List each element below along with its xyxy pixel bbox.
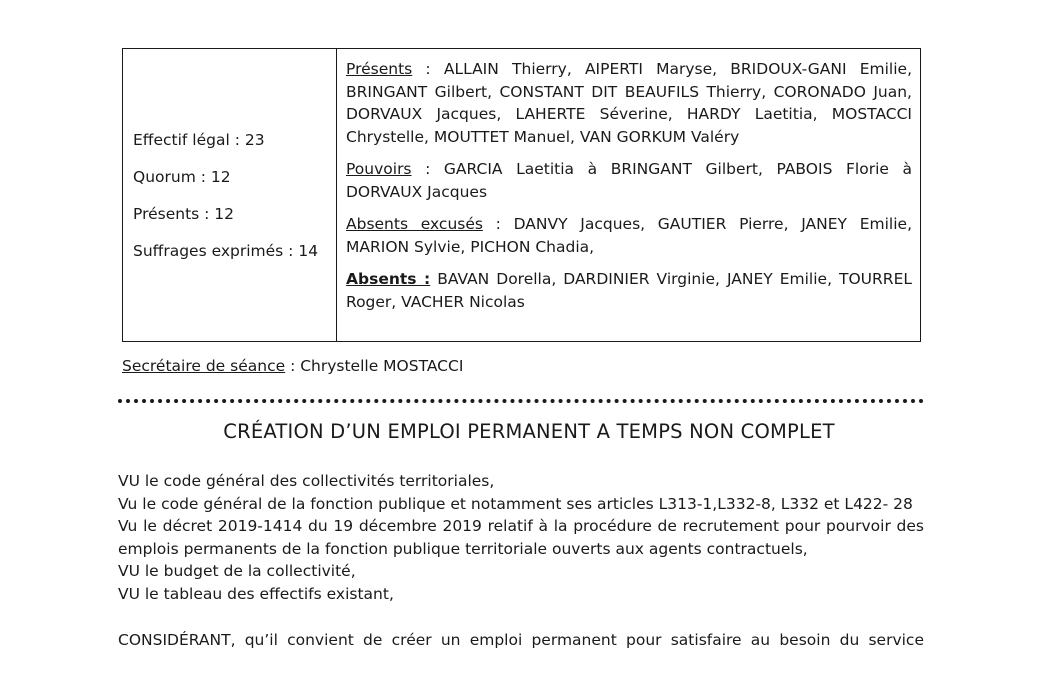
- dotted-separator: [118, 399, 924, 403]
- pouvoirs-list: : GARCIA Laetitia à BRINGANT Gilbert, PABOIS Florie à DORVAUX Jacques: [346, 160, 912, 201]
- presents-label: Présents: [346, 60, 413, 78]
- absents-excuses-list: : DANVY Jacques, GAUTIER Pierre, JANEY Emilie, MARION Sylvie, PICHON Chadia,: [346, 215, 912, 256]
- presents-list: : ALLAIN Thierry, AIPERTI Maryse, BRIDOUX-GANI Emilie, BRINGANT Gilbert, CONSTANT DIT BEAUFILS Thierry, CORONADO Juan, DORVAUX Jacques, LAHERTE Séverine, HARDY Laetitia, MOSTACCI Chrystelle, MOUTTET Manuel, VAN GORKUM Valéry: [346, 60, 912, 146]
- secretary-name: : Chrystelle MOSTACCI: [285, 357, 464, 375]
- visa-line: Vu le code général de la fonction publique et notamment ses articles L313-1,L332-8, L332 et L422- 28: [118, 494, 913, 513]
- paragraph-gap: [118, 605, 924, 629]
- absents-list: BAVAN Dorella, DARDINIER Virginie, JANEY Emilie, TOURREL Roger, VACHER Nicolas: [346, 270, 912, 311]
- effectif-legal: Effectif légal : 23: [133, 131, 265, 149]
- attendance-stats: [123, 49, 337, 341]
- visa-line: VU le budget de la collectivité,: [118, 562, 356, 580]
- absents-excuses-paragraph: [346, 213, 912, 258]
- quorum: Quorum : 12: [133, 168, 231, 186]
- visa-line: VU le code général des collectivités territoriales,: [118, 472, 495, 490]
- attendance-lists: [337, 49, 920, 341]
- absents-excuses-label: Absents excusés: [346, 215, 483, 233]
- pouvoirs-paragraph: [346, 158, 912, 203]
- presents-paragraph: [346, 58, 912, 148]
- considerant-line: CONSIDÉRANT, qu’il convient de créer un emploi permanent pour satisfaire au besoin du service: [118, 631, 924, 649]
- presents-count: Présents : 12: [133, 205, 235, 223]
- suffrages-exprimes: Suffrages exprimés : 14: [133, 242, 319, 260]
- visa-line: Vu le décret 2019-1414 du 19 décembre 2019 relatif à la procédure de recrutement pour pourvoir des: [118, 517, 924, 535]
- secretary-line: [122, 357, 463, 375]
- absents-label: Absents :: [346, 270, 431, 288]
- secretary-label: Secrétaire de séance: [122, 357, 286, 375]
- visa-line: emplois permanents de la fonction publique territoriale ouverts aux agents contractuels,: [118, 539, 808, 558]
- deliberation-title: CRÉATION D’UN EMPLOI PERMANENT A TEMPS NON COMPLET: [223, 420, 835, 443]
- deliberation-body: [118, 470, 924, 652]
- visa-line: VU le tableau des effectifs existant,: [118, 584, 394, 603]
- absents-paragraph: [346, 268, 912, 313]
- pouvoirs-label: Pouvoirs: [346, 160, 412, 178]
- attendance-table: [122, 48, 921, 342]
